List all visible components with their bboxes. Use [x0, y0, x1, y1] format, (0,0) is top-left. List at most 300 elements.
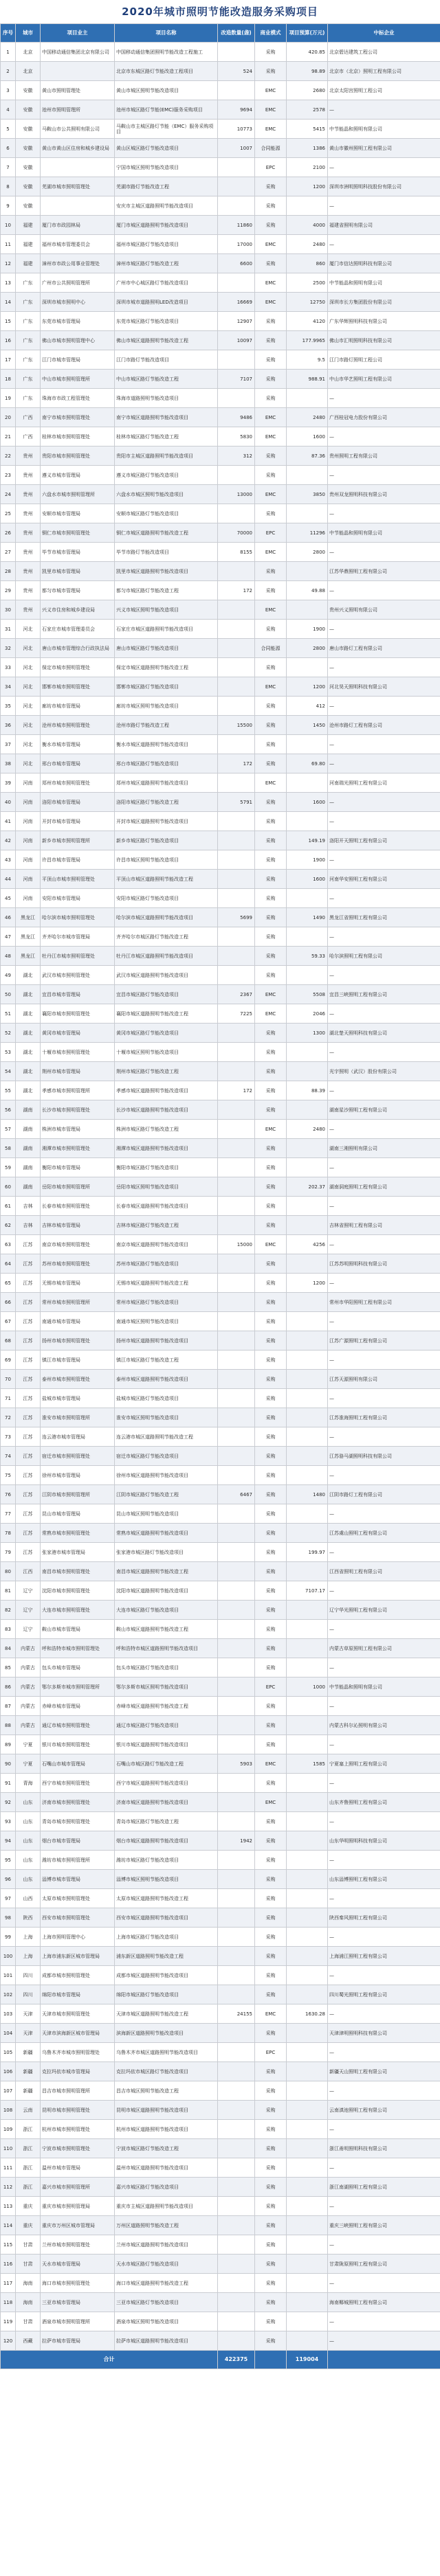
cell-project: 无锡市城区道路照明节能改造工程 [115, 1274, 218, 1293]
cell-owner: 昆明市城市照明管理处 [41, 2101, 115, 2120]
cell-project: 南宁市城区道路照明节能改造项目 [115, 408, 218, 427]
table-row [1, 2081, 440, 2101]
cell-owner: 安顺市城市管理局 [41, 504, 115, 523]
cell-index: 80 [1, 1562, 16, 1581]
cell-project: 昆明市城区道路照明节能改造项目 [115, 2101, 218, 2120]
cell-project: 拉萨市城区道路照明节能改造项目 [115, 2331, 218, 2351]
cell-model: 采购 [255, 1928, 287, 1947]
cell-count: 6600 [218, 254, 255, 273]
cell-city: 河北 [16, 697, 41, 716]
cell-project: 扬州市城区道路照明节能改造项目 [115, 1331, 218, 1351]
cell-index: 25 [1, 504, 16, 523]
cell-winner: — [328, 1928, 440, 1947]
cell-index: 14 [1, 293, 16, 312]
table-row [1, 1774, 440, 1793]
cell-owner: 中山市城市照明管理所 [41, 370, 115, 389]
cell-budget [287, 1062, 328, 1081]
cell-city: 江苏 [16, 1370, 41, 1389]
cell-index: 44 [1, 870, 16, 889]
cell-city: 山东 [16, 1812, 41, 1831]
cell-budget: 98.89 [287, 62, 328, 81]
cell-winner: — [328, 1274, 440, 1293]
cell-project: 潍坊市城区路灯节能改造项目 [115, 1851, 218, 1870]
cell-model: 采购 [255, 1812, 287, 1831]
cell-city: 河北 [16, 677, 41, 697]
cell-budget: 1900 [287, 620, 328, 639]
cell-owner: 拉萨市城市管理局 [41, 2331, 115, 2351]
cell-city: 福建 [16, 235, 41, 254]
table-body [1, 43, 440, 2351]
cell-index: 102 [1, 1985, 16, 2004]
cell-city: 内蒙古 [16, 1639, 41, 1658]
cell-project: 中山市城区路灯节能改造工程 [115, 370, 218, 389]
cell-owner: 宁波市城市照明管理处 [41, 2139, 115, 2158]
table-row [1, 2158, 440, 2178]
cell-project: 浦东新区道路照明节能改造工程 [115, 1947, 218, 1966]
cell-project: 宁国市城区照明节能改造项目 [115, 158, 218, 177]
table-row [1, 1062, 440, 1081]
cell-project: 吉林市城区路灯节能改造工程 [115, 1216, 218, 1235]
cell-winner: 湖南三湘照明有限公司 [328, 1139, 440, 1158]
cell-budget [287, 1427, 328, 1447]
cell-model: 采购 [255, 1697, 287, 1716]
cell-model: 采购 [255, 2312, 287, 2331]
cell-owner: 唐山市城市管理综合行政执法局 [41, 639, 115, 658]
cell-project: 西宁市城区道路照明节能改造项目 [115, 1774, 218, 1793]
cell-count [218, 1716, 255, 1735]
cell-project: 乌鲁木齐市城区道路照明节能改造项目 [115, 2043, 218, 2062]
table-row [1, 2120, 440, 2139]
cell-winner: — [328, 2004, 440, 2024]
cell-city: 广东 [16, 331, 41, 350]
cell-model: 采购 [255, 1100, 287, 1120]
cell-project: 兴义市城区照明节能改造项目 [115, 600, 218, 620]
cell-budget [287, 1312, 328, 1331]
cell-owner: 济南市城市照明管理处 [41, 1793, 115, 1812]
cell-model: 采购 [255, 1581, 287, 1601]
table-row [1, 1985, 440, 2004]
cell-model: EMC [255, 543, 287, 562]
cell-index: 117 [1, 2274, 16, 2293]
cell-index: 90 [1, 1754, 16, 1774]
cell-owner: 邯郸市城市照明管理处 [41, 677, 115, 697]
cell-budget [287, 2158, 328, 2178]
cell-city: 辽宁 [16, 1620, 41, 1639]
cell-owner: 毕节市城市管理局 [41, 543, 115, 562]
cell-model: 采购 [255, 620, 287, 639]
cell-winner: 内蒙古草原照明工程有限公司 [328, 1639, 440, 1658]
cell-model: 采购 [255, 1947, 287, 1966]
cell-model: 采购 [255, 1177, 287, 1197]
cell-city: 山东 [16, 1831, 41, 1851]
cell-owner: 扬州市城市照明管理处 [41, 1331, 115, 1351]
cell-budget [287, 1351, 328, 1370]
cell-city: 江苏 [16, 1389, 41, 1408]
cell-city: 山西 [16, 1889, 41, 1908]
cell-winner: 江苏苏明照明科技有限公司 [328, 1254, 440, 1274]
cell-project: 宜昌市城区路灯节能改造项目 [115, 985, 218, 1004]
cell-owner: 株洲市城市管理局 [41, 1120, 115, 1139]
cell-project: 牡丹江市城区道路照明节能改造项目 [115, 947, 218, 966]
cell-city: 浙江 [16, 2178, 41, 2197]
cell-owner: 乌鲁木齐市城市照明管理处 [41, 2043, 115, 2062]
cell-winner: — [328, 1543, 440, 1562]
cell-budget: 1000 [287, 1677, 328, 1697]
cell-winner: 江苏骆马湖照明科技有限公司 [328, 1447, 440, 1466]
cell-count [218, 1870, 255, 1889]
cell-city: 宁夏 [16, 1754, 41, 1774]
cell-model: 采购 [255, 1543, 287, 1562]
cell-count [218, 1293, 255, 1312]
column-header: 项目名称 [115, 24, 218, 43]
cell-winner: 河北昊天照明科技有限公司 [328, 677, 440, 697]
cell-winner: 黑龙江省照明工程有限公司 [328, 908, 440, 927]
table-row [1, 1831, 440, 1851]
cell-budget: 2800 [287, 543, 328, 562]
cell-city: 广东 [16, 312, 41, 331]
cell-city: 贵州 [16, 581, 41, 600]
cell-count [218, 1447, 255, 1466]
cell-count [218, 1735, 255, 1754]
cell-model: 采购 [255, 1293, 287, 1312]
cell-winner: — [328, 1620, 440, 1639]
cell-budget [287, 927, 328, 947]
cell-owner: 牡丹江市城市照明管理处 [41, 947, 115, 966]
cell-index: 41 [1, 812, 16, 831]
cell-city: 江苏 [16, 1447, 41, 1466]
cell-city: 贵州 [16, 523, 41, 543]
cell-count [218, 677, 255, 697]
cell-count [218, 2024, 255, 2043]
table-row [1, 447, 440, 466]
cell-model: 采购 [255, 2101, 287, 2120]
cell-index: 12 [1, 254, 16, 273]
cell-index: 69 [1, 1351, 16, 1370]
cell-owner: 盐城市城市管理局 [41, 1389, 115, 1408]
cell-count [218, 562, 255, 581]
cell-project: 北京市东城区路灯节能改造工程项目 [115, 62, 218, 81]
cell-city: 安徽 [16, 196, 41, 216]
cell-winner: — [328, 1120, 440, 1139]
cell-count [218, 1851, 255, 1870]
table-row [1, 2101, 440, 2120]
cell-count [218, 1774, 255, 1793]
cell-city: 贵州 [16, 485, 41, 504]
cell-index: 78 [1, 1524, 16, 1543]
cell-owner: 南通市城市管理局 [41, 1312, 115, 1331]
cell-owner: 东莞市城市管理局 [41, 312, 115, 331]
cell-owner: 包头市城市管理局 [41, 1658, 115, 1677]
table-row [1, 1427, 440, 1447]
cell-project: 齐齐哈尔市城区路灯节能改造工程 [115, 927, 218, 947]
cell-winner: — [328, 427, 440, 447]
table-row [1, 2139, 440, 2158]
cell-owner: 江阴市城市照明管理所 [41, 1485, 115, 1504]
cell-model: 采购 [255, 1639, 287, 1658]
cell-project: 深圳市城市道路照明LED改造项目 [115, 293, 218, 312]
cell-index: 27 [1, 543, 16, 562]
cell-budget: 4000 [287, 216, 328, 235]
cell-city: 江苏 [16, 1466, 41, 1485]
cell-city: 贵州 [16, 600, 41, 620]
cell-model: EMC [255, 677, 287, 697]
cell-budget [287, 1947, 328, 1966]
table-row [1, 927, 440, 947]
cell-owner: 三亚市城市管理局 [41, 2293, 115, 2312]
cell-index: 81 [1, 1581, 16, 1601]
cell-model: 采购 [255, 1370, 287, 1389]
cell-budget: 5508 [287, 985, 328, 1004]
cell-count: 6467 [218, 1485, 255, 1504]
table-row [1, 2235, 440, 2255]
cell-winner: — [328, 1389, 440, 1408]
table-footer [1, 2351, 440, 2369]
table-row [1, 2293, 440, 2312]
cell-budget [287, 1793, 328, 1812]
table-row [1, 235, 440, 254]
table-row [1, 254, 440, 273]
cell-winner: 天津津明照明科技有限公司 [328, 2024, 440, 2043]
cell-owner: 安阳市城市管理局 [41, 889, 115, 908]
cell-winner: — [328, 812, 440, 831]
cell-city: 内蒙古 [16, 1716, 41, 1735]
cell-model: 采购 [255, 1735, 287, 1754]
cell-winner: 浙江南湖照明工程有限公司 [328, 2178, 440, 2197]
cell-count: 13000 [218, 485, 255, 504]
cell-owner: 沧州市城市照明管理处 [41, 716, 115, 735]
cell-owner: 新乡市城市照明管理所 [41, 831, 115, 850]
cell-model: 采购 [255, 1062, 287, 1081]
cell-budget: 11296 [287, 523, 328, 543]
cell-model: 合同能源 [255, 639, 287, 658]
cell-model: 采购 [255, 1851, 287, 1870]
cell-winner: — [328, 1158, 440, 1177]
table-row [1, 2062, 440, 2081]
cell-index: 54 [1, 1062, 16, 1081]
cell-project: 南昌市城区道路照明节能改造工程 [115, 1562, 218, 1581]
cell-index: 60 [1, 1177, 16, 1197]
cell-index: 112 [1, 2178, 16, 2197]
cell-budget: 177.9965 [287, 331, 328, 350]
cell-project: 佛山市城区道路照明节能改造工程 [115, 331, 218, 350]
cell-count: 5791 [218, 793, 255, 812]
table-row [1, 1620, 440, 1639]
cell-index: 82 [1, 1601, 16, 1620]
table-row [1, 120, 440, 139]
cell-owner: 海口市城市照明管理处 [41, 2274, 115, 2293]
cell-owner: 漳州市市政公用事业管理处 [41, 254, 115, 273]
cell-city: 山东 [16, 1870, 41, 1889]
cell-city: 河南 [16, 793, 41, 812]
cell-index: 87 [1, 1697, 16, 1716]
cell-project: 武汉市城区道路照明节能改造项目 [115, 966, 218, 985]
cell-project: 黄山市城区照明节能改造项目 [115, 81, 218, 100]
cell-city: 贵州 [16, 543, 41, 562]
table-row [1, 1004, 440, 1024]
cell-city: 湖南 [16, 1158, 41, 1177]
table-row [1, 1389, 440, 1408]
cell-winner: 广东华辉照明科技有限公司 [328, 312, 440, 331]
cell-project: 鞍山市城区道路照明节能改造工程 [115, 1620, 218, 1639]
cell-winner: — [328, 1004, 440, 1024]
cell-index: 26 [1, 523, 16, 543]
cell-project: 昆山市城区照明节能改造项目 [115, 1504, 218, 1524]
table-row [1, 1524, 440, 1543]
cell-owner: 泰州市城市照明管理处 [41, 1370, 115, 1389]
cell-budget: 2046 [287, 1004, 328, 1024]
cell-model: EMC [255, 985, 287, 1004]
cell-index: 107 [1, 2081, 16, 2101]
cell-model: 采购 [255, 2235, 287, 2255]
cell-budget: 1300 [287, 1024, 328, 1043]
cell-owner: 沈阳市城市照明管理处 [41, 1581, 115, 1601]
cell-winner: 江苏淮海照明工程有限公司 [328, 1408, 440, 1427]
cell-budget [287, 389, 328, 408]
cell-budget: 2480 [287, 1120, 328, 1139]
cell-city: 安徽 [16, 100, 41, 120]
cell-city: 上海 [16, 1928, 41, 1947]
cell-city: 山东 [16, 1851, 41, 1870]
cell-city: 内蒙古 [16, 1677, 41, 1697]
cell-project: 株洲市城区路灯节能改造工程 [115, 1120, 218, 1139]
cell-owner: 深圳市城市照明中心 [41, 293, 115, 312]
table-row [1, 427, 440, 447]
cell-index: 63 [1, 1235, 16, 1254]
table-row [1, 2331, 440, 2351]
cell-winner: 新疆天山照明工程有限公司 [328, 2062, 440, 2081]
cell-budget [287, 1601, 328, 1620]
cell-project: 镇江市城区路灯节能改造工程 [115, 1351, 218, 1370]
cell-city: 安徽 [16, 139, 41, 158]
cell-project: 桂林市城区路灯节能改造工程 [115, 427, 218, 447]
cell-budget [287, 1851, 328, 1870]
cell-owner: 兰州市城市照明管理处 [41, 2235, 115, 2255]
cell-count [218, 735, 255, 754]
cell-project: 温州市城区道路照明节能改造项目 [115, 2158, 218, 2178]
cell-count [218, 697, 255, 716]
cell-model: 采购 [255, 1427, 287, 1447]
cell-count: 11860 [218, 216, 255, 235]
column-header: 改造数量(盏) [218, 24, 255, 43]
cell-winner: 湖北楚天照明科技有限公司 [328, 1024, 440, 1043]
table-row [1, 2216, 440, 2235]
cell-index: 23 [1, 466, 16, 485]
cell-count [218, 1197, 255, 1216]
cell-winner: 常州市华阳照明工程有限公司 [328, 1293, 440, 1312]
cell-model: 采购 [255, 1504, 287, 1524]
cell-model: 采购 [255, 1466, 287, 1485]
cell-city: 云南 [16, 2101, 41, 2120]
cell-index: 65 [1, 1274, 16, 1293]
cell-project: 开封市城区道路照明节能改造项目 [115, 812, 218, 831]
cell-model: 采购 [255, 1312, 287, 1331]
cell-project: 唐山市城区路灯节能改造项目 [115, 639, 218, 658]
table-row [1, 1966, 440, 1985]
cell-city: 浙江 [16, 2139, 41, 2158]
cell-count: 12907 [218, 312, 255, 331]
cell-winner: 甘肃陇原照明工程有限公司 [328, 2255, 440, 2274]
cell-index: 53 [1, 1043, 16, 1062]
cell-project: 中国移动通信集团照明节能改造工程施工 [115, 43, 218, 62]
cell-city: 湖南 [16, 1139, 41, 1158]
cell-owner: 宜昌市城市管理局 [41, 985, 115, 1004]
table-row [1, 2312, 440, 2331]
cell-project: 沈阳市城区道路照明节能改造项目 [115, 1581, 218, 1601]
cell-index: 113 [1, 2197, 16, 2216]
cell-city: 江苏 [16, 1427, 41, 1447]
cell-model: 采购 [255, 177, 287, 196]
cell-count [218, 2274, 255, 2293]
table-row [1, 1081, 440, 1100]
cell-owner: 重庆市城市照明管理局 [41, 2197, 115, 2216]
cell-count [218, 196, 255, 216]
cell-index: 109 [1, 2120, 16, 2139]
cell-budget [287, 2024, 328, 2043]
cell-project: 克拉玛依市城区路灯节能改造项目 [115, 2062, 218, 2081]
cell-owner: 长春市城市照明管理处 [41, 1197, 115, 1216]
cell-project: 苏州市城区路灯节能改造项目 [115, 1254, 218, 1274]
cell-owner: 大连市城市照明管理处 [41, 1601, 115, 1620]
cell-index: 103 [1, 2004, 16, 2024]
cell-owner [41, 196, 115, 216]
cell-model: 采购 [255, 331, 287, 350]
table-row [1, 1408, 440, 1427]
cell-winner: 福建省照明有限公司 [328, 216, 440, 235]
cell-model: 采购 [255, 2062, 287, 2081]
cell-model: EMC [255, 273, 287, 293]
cell-budget: 9.5 [287, 350, 328, 370]
cell-owner: 连云港市城市管理局 [41, 1427, 115, 1447]
cell-index: 62 [1, 1216, 16, 1235]
cell-owner: 衡阳市城市管理局 [41, 1158, 115, 1177]
table-row [1, 1466, 440, 1485]
cell-model: EMC [255, 120, 287, 139]
cell-winner: — [328, 793, 440, 812]
cell-index: 31 [1, 620, 16, 639]
cell-model: 采购 [255, 370, 287, 389]
cell-winner: — [328, 2197, 440, 2216]
cell-winner: — [328, 581, 440, 600]
cell-count [218, 1351, 255, 1370]
cell-count [218, 1504, 255, 1524]
cell-project: 沧州市路灯节能改造工程 [115, 716, 218, 735]
cell-budget [287, 1697, 328, 1716]
table-row [1, 485, 440, 504]
cell-index: 77 [1, 1504, 16, 1524]
cell-project: 石家庄市城区道路照明节能改造项目 [115, 620, 218, 639]
cell-city: 河南 [16, 850, 41, 870]
cell-model: 采购 [255, 1870, 287, 1889]
cell-city: 江苏 [16, 1543, 41, 1562]
table-row [1, 620, 440, 639]
cell-budget: 59.33 [287, 947, 328, 966]
cell-owner: 中国移动通信集团北京有限公司 [41, 43, 115, 62]
cell-index: 28 [1, 562, 16, 581]
cell-index: 38 [1, 754, 16, 773]
table-row [1, 1331, 440, 1351]
cell-city: 新疆 [16, 2062, 41, 2081]
cell-city: 广东 [16, 370, 41, 389]
table-row [1, 1677, 440, 1697]
table-row [1, 985, 440, 1004]
table-row [1, 1447, 440, 1466]
cell-winner: — [328, 966, 440, 985]
cell-project: 石嘴山市城区路灯节能改造工程 [115, 1754, 218, 1774]
cell-index: 68 [1, 1331, 16, 1351]
table-row [1, 1274, 440, 1293]
cell-owner: 淄博市城市管理局 [41, 1870, 115, 1889]
cell-budget: 2680 [287, 81, 328, 100]
